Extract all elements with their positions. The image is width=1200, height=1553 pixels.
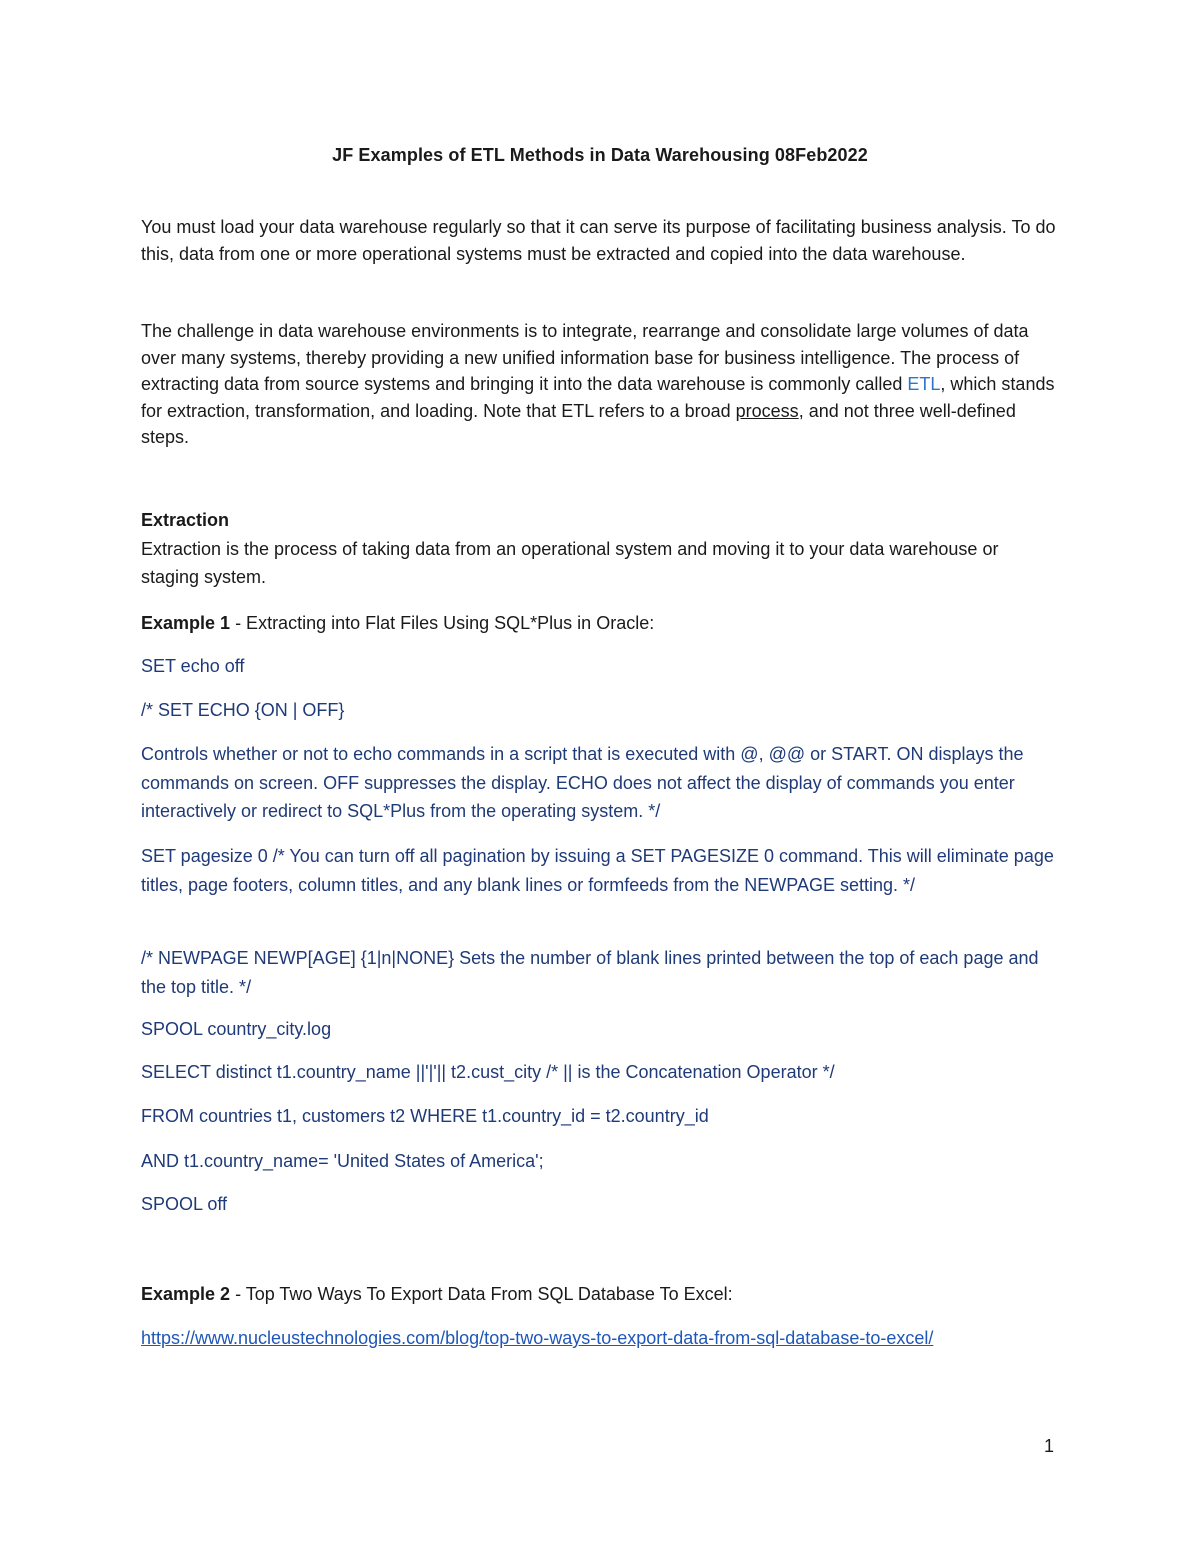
etl-paragraph-text-1: The challenge in data warehouse environments is to integrate, rearrange and consolidate large volumes of data over many systems, thereby providing a new unified information base for business intelligence. The process of extracting data from source systems and bringing it into the data warehouse is commonly called: [141, 321, 1029, 394]
etl-paragraph-text-3: , and not three well-defined steps.: [141, 400, 1016, 447]
code-line: SET pagesize 0 /* You can turn off all pagination by issuing a SET PAGESIZE 0 command. This will eliminate page titles, page footers, column titles, and any blank lines or formfeeds from the NEWPAGE setting. */: [141, 846, 1054, 895]
process-word: process: [735, 400, 799, 421]
intro-paragraph: You must load your data warehouse regularly so that it can serve its purpose of facilitating business analysis. To do this, data from one or more operational systems must be extracted and copied into the data warehouse.: [141, 217, 1056, 264]
code-line: AND t1.country_name= 'United States of America';: [141, 1151, 544, 1171]
example1-text: - Extracting into Flat Files Using SQL*Plus in Oracle:: [230, 613, 655, 633]
example2-link-line: [141, 1325, 1061, 1352]
code-line: SELECT distinct t1.country_name ||'|'|| t2.cust_city /* || is the Concatenation Operator */: [141, 1062, 835, 1082]
document-title: JF Examples of ETL Methods in Data Warehousing 08Feb2022: [332, 145, 868, 165]
code-comment: Controls whether or not to echo commands in a script that is executed with @, @@ or START. ON displays the commands on screen. OFF suppresses the display. ECHO does not affect the display of commands you enter interactively or redirect to SQL*Plus from the operating system. */: [141, 744, 1024, 821]
page-number: 1: [1044, 1436, 1055, 1456]
code-line: SET echo off: [141, 656, 245, 676]
extraction-heading: Extraction: [141, 510, 230, 530]
code-line: SPOOL country_city.log: [141, 1019, 332, 1039]
example2-text: - Top Two Ways To Export Data From SQL Database To Excel:: [230, 1284, 733, 1304]
code-line: /* SET ECHO {ON | OFF}: [141, 700, 345, 720]
example2-heading: [141, 1281, 1061, 1308]
export-article-link[interactable]: https://www.nucleustechnologies.com/blog/top-two-ways-to-export-data-from-sql-database-to-excel/: [141, 1328, 934, 1348]
extraction-paragraph: Extraction is the process of taking data from an operational system and moving it to your data warehouse or staging system.: [141, 539, 999, 587]
etl-paragraph-text-2: , which stands for extraction, transformation, and loading. Note that ETL refers to a broad: [141, 374, 1055, 421]
example1-heading: [141, 610, 1061, 637]
etl-paragraph: [141, 318, 1061, 451]
example1-label: Example 1: [141, 613, 231, 633]
etl-link[interactable]: ETL: [907, 374, 941, 394]
code-line: SPOOL off: [141, 1194, 228, 1214]
code-comment: /* NEWPAGE NEWP[AGE] {1|n|NONE} Sets the number of blank lines printed between the top of each page and the top title. */: [141, 948, 1039, 997]
code-line: FROM countries t1, customers t2 WHERE t1.country_id = t2.country_id: [141, 1106, 709, 1126]
example2-label: Example 2: [141, 1284, 231, 1304]
